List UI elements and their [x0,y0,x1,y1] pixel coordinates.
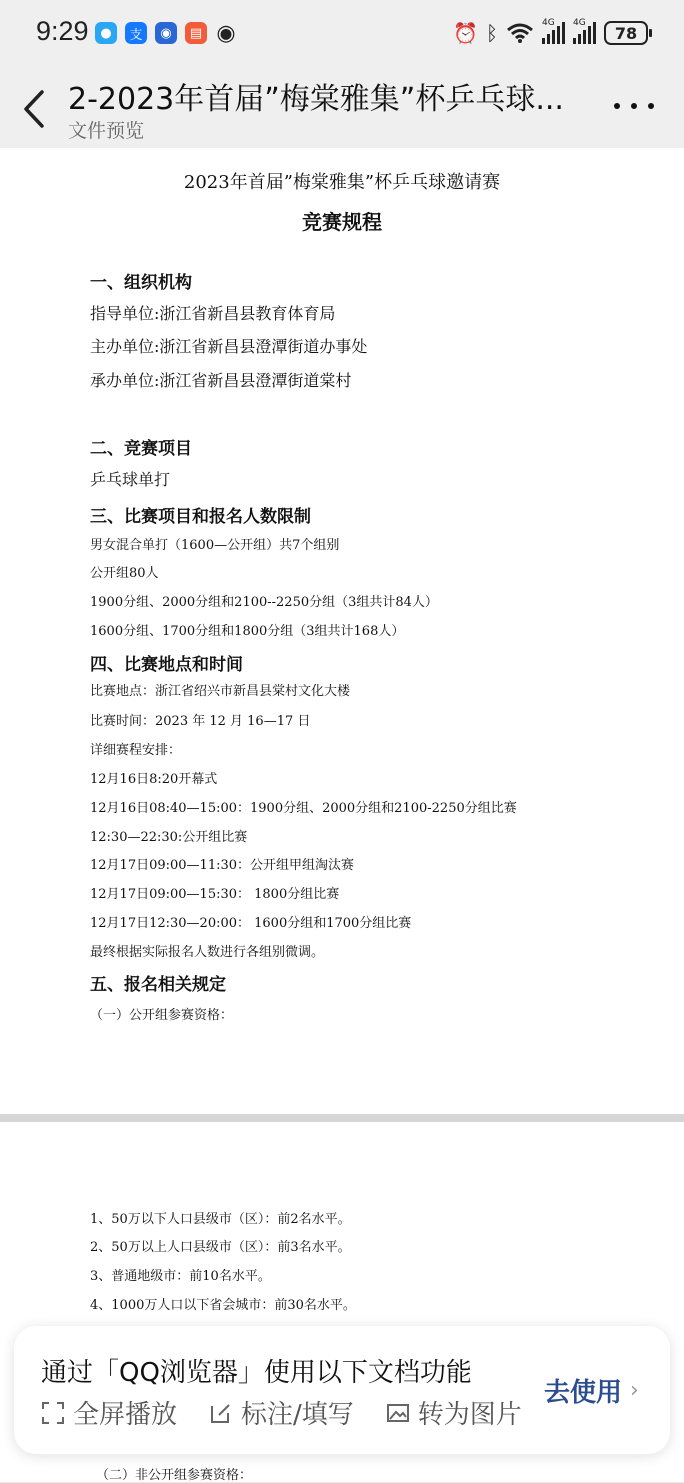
section-heading: 二、竞赛项目 [90,439,192,459]
popup-actions [41,1394,522,1431]
doc-text-line: 12月16日08:40—15:00：1900分组、2000分组和2100-2250分组比赛 [90,801,517,816]
page-divider [0,1114,684,1122]
doc-text-line: 乒乓球单打 [90,470,171,489]
status-bar [0,0,684,68]
doc-text-line: 1900分组、2000分组和2100--2250分组（3组共计84人） [90,595,438,610]
more-options-button[interactable] [614,96,654,116]
back-button[interactable] [18,84,52,134]
status-indicators [453,20,648,46]
edit-icon [209,1401,233,1425]
battery-indicator: 78 [604,21,648,45]
doc-title: 2023年首届”梅棠雅集”杯乒乓球邀请赛 [183,172,501,193]
document-title: 2-2023年首届”梅棠雅集”杯乒乓球... [68,82,564,117]
doc-text-line: 12月17日12:30—20:00： 1600分组和1700分组比赛 [90,916,412,931]
doc-text-line: 主办单位:浙江省新昌县澄潭街道办事处 [90,337,368,356]
fullscreen-icon [41,1401,65,1425]
doc-text-line: 12:30—22:30:公开组比赛 [90,830,248,845]
chevron-left-icon [18,84,52,134]
document-page-1[interactable] [0,148,684,1114]
notification-icons [95,22,237,44]
page-subtitle: 文件预览 [68,120,145,142]
fullscreen-play-label: 全屏播放 [73,1400,178,1430]
doc-text-line: （二）非公开组参赛资格： [96,1468,253,1483]
shield-app-icon: ◉ [155,22,177,44]
doc-text-line: 承办单位:浙江省新昌县澄潭街道棠村 [90,371,352,390]
doc-text-line: 最终根据实际报名人数进行各组别微调。 [90,945,325,960]
title-bar [0,68,684,148]
fullscreen-play-button[interactable] [41,1394,177,1431]
annotate-fill-label: 标注/填写 [241,1400,354,1430]
doc-text-line: 比赛时间：2023 年 12 月 16—17 日 [90,714,311,729]
doc-text-line: 指导单位:浙江省新昌县教育体育局 [90,304,336,323]
bluetooth-icon: ᛒ [486,21,498,45]
doc-text-line: 4、1000万人口以下省会城市：前30名水平。 [90,1298,356,1313]
image-icon [386,1401,410,1425]
doc-text-line: 1600分组、1700分组和1800分组（3组共计168人） [90,624,405,639]
doc-text-line: 公开组80人 [90,566,159,581]
more-icon-dot [614,103,620,109]
doc-text-line: 12月17日09:00—11:30：公开组甲组淘汰赛 [90,858,355,873]
signal-icon-1: 4G [542,22,565,44]
qq-browser-promo-popup [14,1326,670,1454]
section-heading: 一、组织机构 [90,273,192,293]
wifi-icon [506,22,534,44]
status-time: 9:29 [36,16,89,46]
doc-text-line: 男女混合单打（1600—公开组）共7个组别 [90,538,340,553]
popup-title: 通过「QQ浏览器」使用以下文档功能 [41,1358,472,1388]
go-use-label: 去使用 [544,1378,623,1408]
section-heading: 三、比赛项目和报名人数限制 [90,507,311,527]
alarm-icon: ⏰ [453,21,478,45]
section-heading: 四、比赛地点和时间 [90,655,243,675]
convert-to-image-button[interactable] [386,1394,522,1431]
signal-icon-2: 4G [573,22,596,44]
alipay-icon: 支 [125,22,147,44]
doc-text-line: 1、50万以下人口县级市（区）：前2名水平。 [90,1212,351,1227]
doc-text-line: 12月16日8:20开幕式 [90,772,218,787]
chat-app-icon: ● [95,22,117,44]
section-heading: 五、报名相关规定 [90,975,226,995]
chevron-right-icon: › [630,1378,639,1403]
news-app-icon: ▤ [185,22,207,44]
doc-text-line: 12月17日09:00—15:30： 1800分组比赛 [90,887,340,902]
eye-icon: ◉ [216,20,236,46]
more-icon-dot [648,103,654,109]
doc-text-line: （一）公开组参赛资格： [90,1008,234,1023]
doc-text-line: 3、普通地级市：前10名水平。 [90,1269,271,1284]
doc-text-line: 详细赛程安排： [90,743,182,758]
doc-text-line: 比赛地点：浙江省绍兴市新昌县棠村文化大楼 [90,684,351,699]
more-icon-dot [631,103,637,109]
doc-text-line: 2、50万以上人口县级市（区）：前3名水平。 [90,1240,351,1255]
convert-to-image-label: 转为图片 [417,1400,522,1430]
doc-subtitle: 竞赛规程 [302,210,382,234]
annotate-fill-button[interactable] [209,1394,354,1431]
go-use-button[interactable] [544,1372,639,1409]
